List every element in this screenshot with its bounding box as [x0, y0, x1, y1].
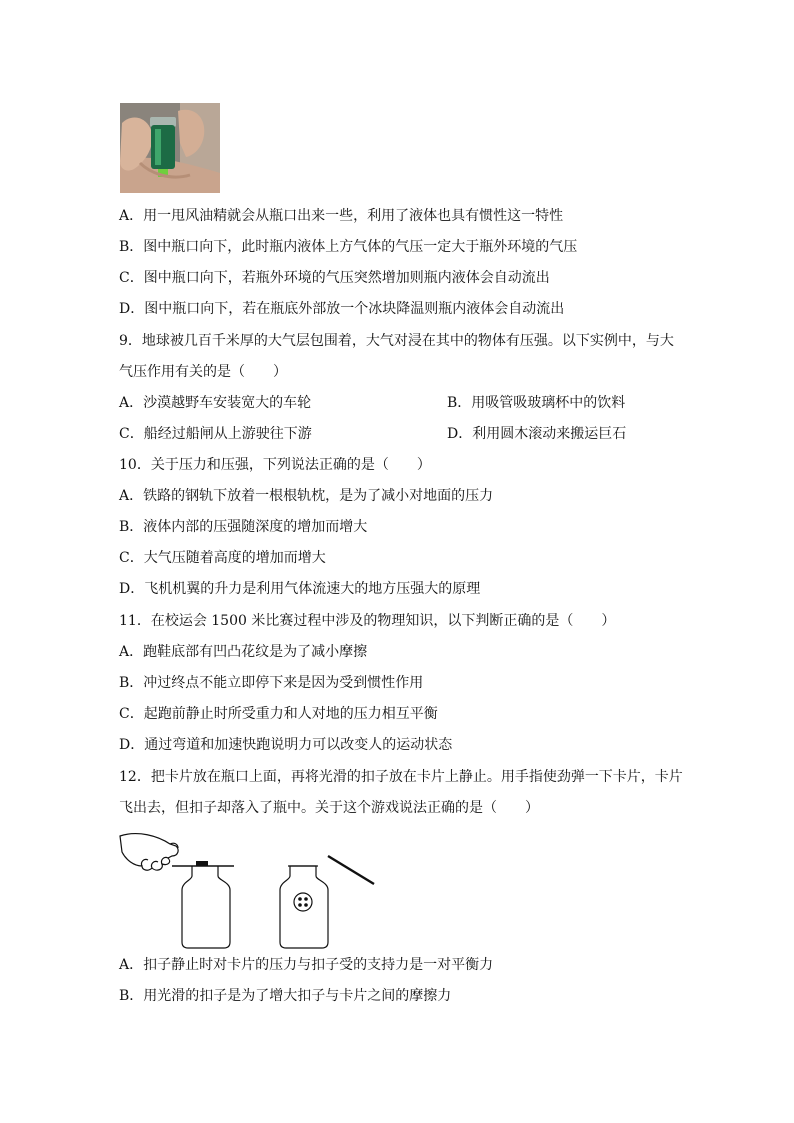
q11-option-c: C．起跑前静止时所受重力和人对地的压力相互平衡: [119, 706, 438, 722]
q10-stem: 10．关于压力和压强，下列说法正确的是（ ）: [119, 457, 431, 473]
q11-option-b: B．冲过终点不能立即停下来是因为受到惯性作用: [119, 675, 424, 691]
q9-option-c: C．船经过船闸从上游驶往下游: [119, 426, 312, 442]
q11-option-d: D．通过弯道和加速快跑说明力可以改变人的运动状态: [119, 737, 453, 753]
q8-option-d: D．图中瓶口向下，若在瓶底外部放一个冰块降温则瓶内液体会自动流出: [119, 301, 565, 317]
q12-option-b: B．用光滑的扣子是为了增大扣子与卡片之间的摩擦力: [119, 988, 452, 1004]
q9-stem-line2: 气压作用有关的是（ ）: [119, 364, 287, 380]
q11-option-a: A．跑鞋底部有凹凸花纹是为了减小摩擦: [119, 644, 368, 660]
hand-holding-oil-bottle-icon: [120, 103, 220, 193]
q8-option-a: A．用一甩风油精就会从瓶口出来一些，利用了液体也具有惯性这一特性: [119, 208, 564, 224]
q9-option-a: A．沙漠越野车安装宽大的车轮: [119, 395, 312, 411]
q10-option-a: A．铁路的钢轨下放着一根根轨枕，是为了减小对地面的压力: [119, 488, 494, 504]
q12-stem-line1: 12．把卡片放在瓶口上面，再将光滑的扣子放在卡片上静止。用手指使劲弹一下卡片，卡片: [119, 769, 683, 785]
q12-option-a: A．扣子静止时对卡片的压力与扣子受的支持力是一对平衡力: [119, 957, 494, 973]
q10-option-b: B．液体内部的压强随深度的增加而增大: [119, 519, 368, 535]
q12-stem-line2: 飞出去，但扣子却落入了瓶中。关于这个游戏说法正确的是（ ）: [119, 800, 539, 816]
q9-stem-line1: 9．地球被几百千米厚的大气层包围着，大气对浸在其中的物体有压强。以下实例中，与大: [119, 333, 674, 349]
q11-stem: 11．在校运会 1500 米比赛过程中涉及的物理知识，以下判断正确的是（ ）: [119, 613, 616, 629]
q10-option-c: C．大气压随着高度的增加而增大: [119, 550, 326, 566]
q9-option-d: D．利用圆木滚动来搬运巨石: [447, 426, 627, 442]
q10-option-d: D．飞机机翼的升力是利用气体流速大的地方压强大的原理: [119, 581, 481, 597]
card-flick-bottle-diagram: [118, 826, 388, 951]
q8-option-c: C．图中瓶口向下，若瓶外环境的气压突然增加则瓶内液体会自动流出: [119, 270, 550, 286]
q9-option-b: B．用吸管吸玻璃杯中的饮料: [447, 395, 626, 411]
q8-option-b: B．图中瓶口向下，此时瓶内液体上方气体的气压一定大于瓶外环境的气压: [119, 239, 578, 255]
